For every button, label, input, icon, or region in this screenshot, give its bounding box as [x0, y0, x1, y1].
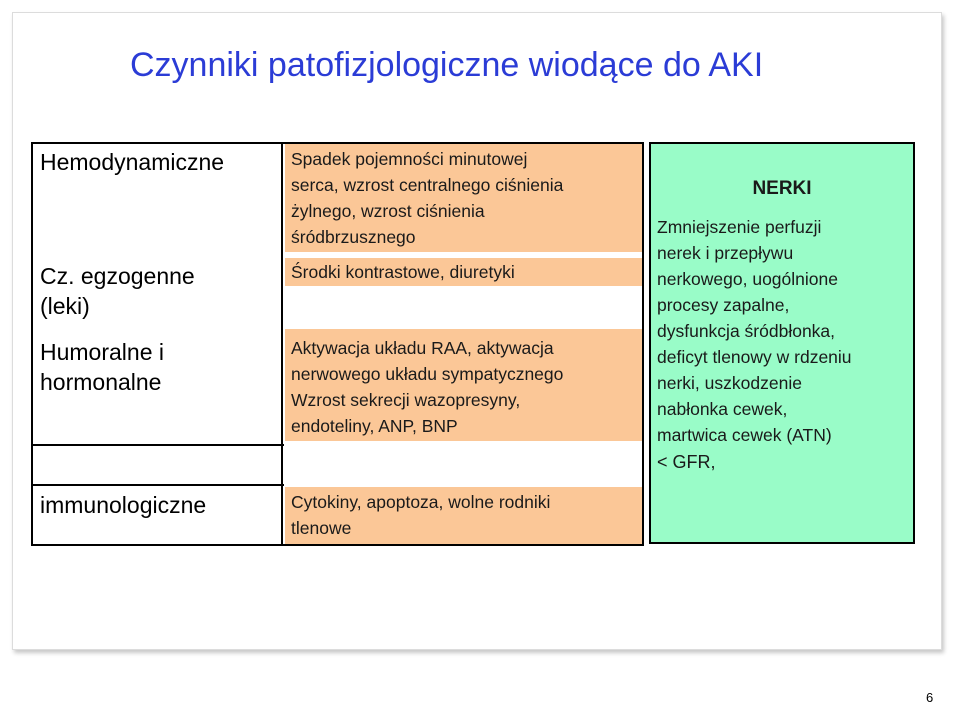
hemodynamic-line: śródbrzusznego: [291, 227, 416, 247]
humoral-line: Wzrost sekrecji wazopresyny,: [291, 390, 521, 410]
nerki-line: Zmniejszenie perfuzji: [657, 217, 822, 237]
immunological-text: [291, 489, 550, 541]
humoral-line: endoteliny, ANP, BNP: [291, 416, 458, 436]
nerki-line: nerkowego, uogólnione: [657, 269, 838, 289]
immunological-line: tlenowe: [291, 518, 352, 538]
hemodynamic-text: [291, 146, 563, 250]
nerki-line: deficyt tlenowy w rdzeniu: [657, 347, 852, 367]
nerki-line: martwica cewek (ATN): [657, 425, 832, 445]
nerki-description: [657, 214, 852, 448]
label-exogenous-1: Cz. egzogenne: [40, 263, 195, 289]
nerki-line: nabłonka cewek,: [657, 399, 788, 419]
label-exogenous-2: (leki): [40, 293, 90, 319]
row-divider-lower: [31, 484, 284, 486]
nerki-line: procesy zapalne,: [657, 295, 790, 315]
hemodynamic-line: żylnego, wzrost ciśnienia: [291, 201, 485, 221]
nerki-line: nerek i przepływu: [657, 243, 794, 263]
hemodynamic-line: serca, wzrost centralnego ciśnienia: [291, 175, 564, 195]
row-divider-upper: [31, 444, 284, 446]
slide-title: Czynniki patofizjologiczne wiodące do AKI: [130, 46, 764, 84]
gfr-text: < GFR,: [657, 452, 716, 472]
label-hemodynamic: Hemodynamiczne: [40, 149, 225, 175]
label-humoral-1: Humoralne i: [40, 339, 164, 365]
immunological-line: Cytokiny, apoptoza, wolne rodniki: [291, 492, 551, 512]
page-number: 6: [926, 690, 934, 705]
label-immunological: immunologiczne: [40, 492, 207, 518]
exogenous-text: Środki kontrastowe, diuretyki: [291, 262, 515, 282]
nerki-title: NERKI: [752, 178, 812, 199]
humoral-line: nerwowego układu sympatycznego: [291, 364, 564, 384]
nerki-line: nerki, uszkodzenie: [657, 373, 802, 393]
humoral-line: Aktywacja układu RAA, aktywacja: [291, 338, 554, 358]
label-humoral-2: hormonalne: [40, 369, 162, 395]
hemodynamic-line: Spadek pojemności minutowej: [291, 149, 528, 169]
nerki-line: dysfunkcja śródbłonka,: [657, 321, 836, 341]
humoral-text: [291, 335, 563, 439]
